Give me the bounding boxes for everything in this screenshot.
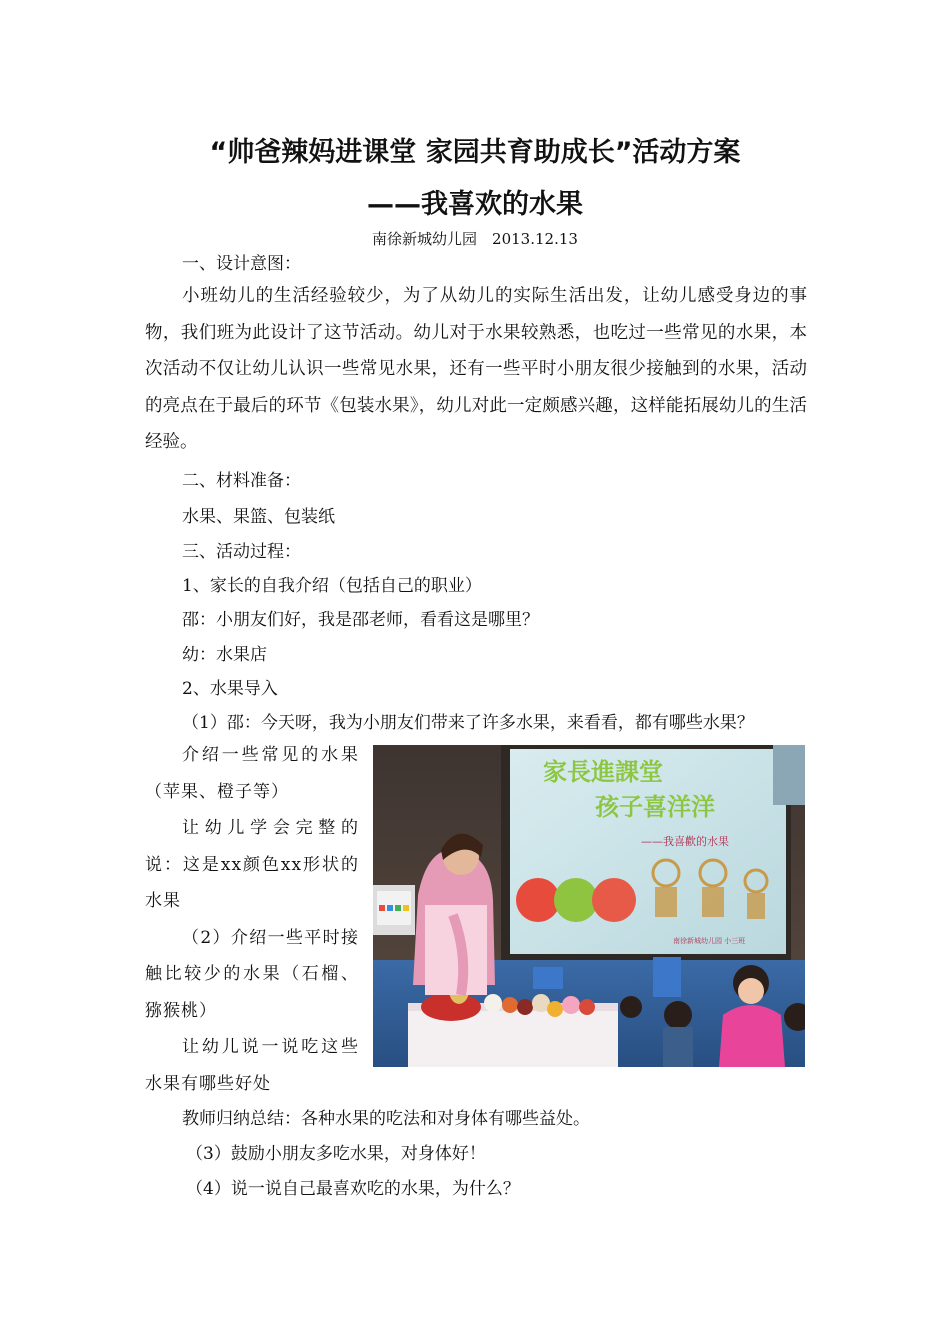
dialog-teacher: 邵：小朋友们好，我是邵老师，看看这是哪里？	[182, 610, 539, 630]
classroom-photo	[373, 745, 805, 1067]
screen-footer: 南徐新城幼儿园 小三班	[673, 937, 746, 945]
step-2-1: （1）邵：今天呀，我为小朋友们带来了许多水果，来看看，都有哪些水果？	[182, 713, 754, 733]
teacher-summary: 教师归纳总结：各种水果的吃法和对身体有哪些益处。	[182, 1109, 590, 1129]
say-benefits: 让幼儿说一说吃这些水果有哪些好处	[145, 1037, 359, 1094]
step-2-2: （2）介绍一些平时接触比较少的水果（石榴、猕猴桃）	[145, 927, 359, 1021]
dialog-child: 幼：水果店	[182, 645, 267, 665]
design-intent-paragraph: 小班幼儿的生活经验较少，为了从幼儿的实际生活出发，让幼儿感受身边的事物，我们班为此设计了这节活动。幼儿对于水果较熟悉，也吃过一些常见的水果，本次活动不仅让幼儿认识一些常见水果，还有一些平时小朋友很少接触到的水果，活动的亮点在于最后的环节《包装水果》，幼儿对此一定颇感兴趣，这样能拓展幼儿的生活经验。	[145, 286, 807, 452]
document-subtitle: ——我喜欢的水果	[367, 189, 583, 220]
step-2-4: （4）说一说自己最喜欢吃的水果，为什么？	[186, 1179, 520, 1199]
document-title: “帅爸辣妈进课堂 家园共育助成长”活动方案	[209, 137, 741, 168]
byline: 南徐新城幼儿园 2013.12.13	[372, 230, 578, 248]
step-2: 2、水果导入	[182, 679, 278, 699]
apple-green-icon	[554, 878, 598, 922]
apple-red-2-icon	[592, 878, 636, 922]
screen-title-line2: 孩子喜洋洋	[595, 793, 715, 821]
step-2-3: （3）鼓励小朋友多吃水果，对身体好！	[186, 1144, 486, 1164]
screen-subtitle: ——我喜歡的水果	[641, 835, 729, 848]
screen-title-line1: 家長進課堂	[543, 758, 663, 786]
classroom-photo-image	[373, 745, 805, 1067]
section-heading-materials: 二、材料准备：	[182, 471, 301, 491]
step-1: 1、家长的自我介绍（包括自己的职业）	[182, 576, 482, 596]
section-heading-process: 三、活动过程：	[182, 542, 301, 562]
materials-list: 水果、果篮、包装纸	[182, 507, 335, 527]
text-beside-photo	[145, 737, 359, 1102]
section-heading-design: 一、设计意图：	[182, 254, 301, 274]
say-color-shape: 让幼儿学会完整的说：这是xx颜色xx形状的水果	[145, 818, 359, 911]
intro-common-fruits: 介绍一些常见的水果（苹果、橙子等）	[145, 745, 359, 802]
apple-red-icon	[516, 878, 560, 922]
